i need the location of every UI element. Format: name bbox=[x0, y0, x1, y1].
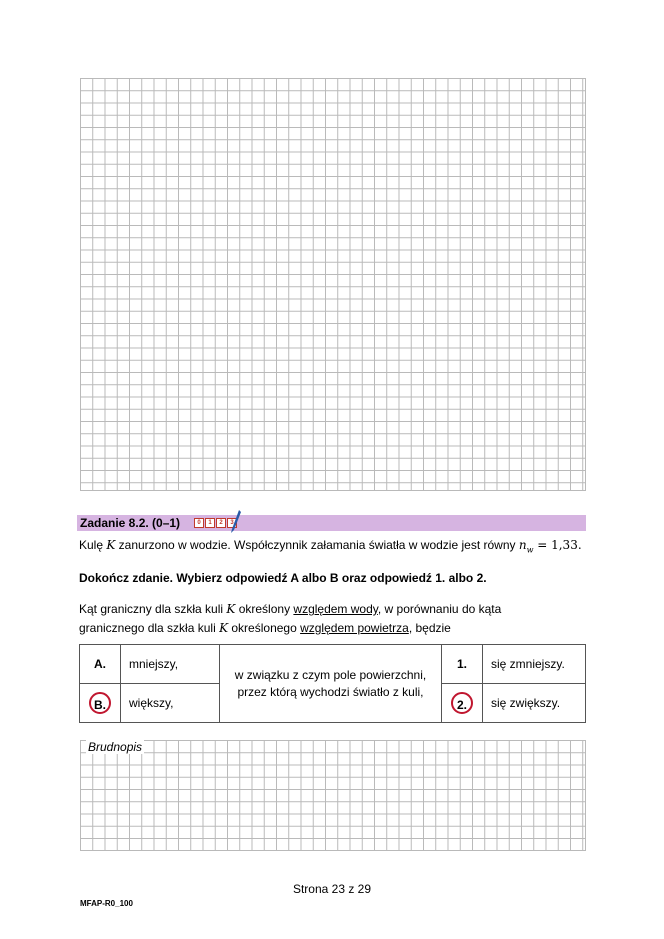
score-box: 1 bbox=[205, 518, 215, 528]
stem-line-1: Kąt graniczny dla szkła kuli K określony względem wody, w porównaniu do kąta bbox=[79, 602, 502, 616]
draft-label: Brudnopis bbox=[88, 740, 143, 754]
middle-statement: w związku z czym pole powierzchni, przez którą wychodzi światło z kuli, bbox=[220, 645, 442, 723]
option-b-text[interactable]: większy, bbox=[121, 684, 220, 723]
exam-code: MFAP-R0_100 bbox=[80, 899, 133, 908]
option-b-letter[interactable] bbox=[80, 684, 121, 723]
task-title: Zadanie 8.2. (0–1) bbox=[80, 516, 181, 530]
option-2-text[interactable]: się zwiększy. bbox=[483, 684, 586, 723]
score-box: 3 bbox=[227, 518, 237, 528]
answer-grid bbox=[80, 78, 586, 491]
page-number: Strona 23 z 29 bbox=[292, 882, 372, 896]
option-a-text[interactable]: mniejszy, bbox=[121, 645, 220, 684]
selected-mark: 2. bbox=[451, 692, 473, 714]
score-box: 2 bbox=[216, 518, 226, 528]
sphere-symbol: K bbox=[106, 538, 116, 552]
option-a-letter[interactable]: A. bbox=[80, 645, 121, 684]
option-1-text[interactable]: się zmniejszy. bbox=[483, 645, 586, 684]
intro-line: Kulę K zanurzono w wodzie. Współczynnik załamania światła w wodzie jest równy $n_w = 1,33$. bbox=[79, 538, 582, 555]
option-1-number[interactable]: 1. bbox=[442, 645, 483, 684]
instruction: Dokończ zdanie. Wybierz odpowiedź A albo B oraz odpowiedź 1. albo 2. bbox=[79, 571, 487, 585]
stem-line-2: granicznego dla szkła kuli K określonego względem powietrza, będzie bbox=[79, 621, 451, 635]
draft-grid bbox=[80, 740, 586, 851]
score-box: 0 bbox=[194, 518, 204, 528]
option-2-number[interactable] bbox=[442, 684, 483, 723]
pen-icon bbox=[229, 509, 241, 535]
task-header bbox=[77, 515, 586, 531]
answer-table bbox=[79, 644, 586, 723]
selected-mark: B. bbox=[89, 692, 111, 714]
